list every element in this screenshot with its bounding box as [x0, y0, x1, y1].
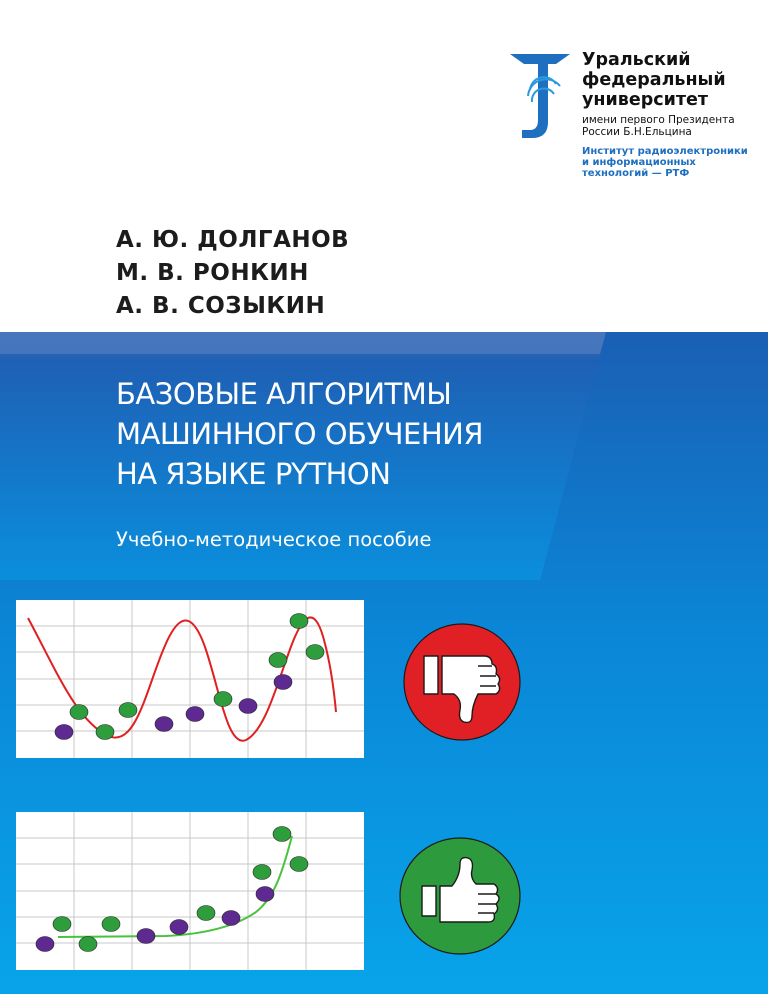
university-name-line: федеральный [582, 70, 726, 90]
thumbs-up-icon [398, 836, 522, 956]
institute-name-line: Институт радиоэлектроники [582, 146, 748, 157]
book-title-line: БАЗОВЫЕ АЛГОРИТМЫ [116, 377, 452, 411]
author-name: А. В. СОЗЫКИН [116, 293, 326, 319]
good-fit-plot [16, 812, 364, 970]
university-name-line: Уральский [582, 50, 691, 70]
authors [116, 224, 349, 323]
book-title-line: МАШИННОГО ОБУЧЕНИЯ [116, 417, 483, 451]
university-name-line: университет [582, 90, 709, 110]
university-subtitle [582, 114, 735, 138]
university-subtitle-line: России Б.Н.Ельцина [582, 126, 692, 138]
university-subtitle-line: имени первого Президента [582, 114, 735, 126]
overfitting-plot-graphic [16, 600, 364, 758]
thumbs-down-icon [402, 622, 522, 742]
institute-name [582, 146, 748, 179]
urfu-emblem-icon [508, 50, 572, 140]
university-name [582, 50, 726, 110]
book-title-line: НА ЯЗЫКЕ PYTHON [116, 457, 391, 491]
book-title [116, 374, 483, 494]
good-fit-plot-graphic [16, 812, 364, 970]
institute-name-line: технологий — РТФ [582, 168, 690, 179]
overfitting-plot [16, 600, 364, 758]
institute-name-line: и информационных [582, 157, 696, 168]
author-name: М. В. РОНКИН [116, 260, 309, 286]
university-logo [508, 50, 748, 180]
book-subtitle: Учебно-методическое пособие [116, 528, 432, 551]
author-name: А. Ю. ДОЛГАНОВ [116, 227, 350, 253]
